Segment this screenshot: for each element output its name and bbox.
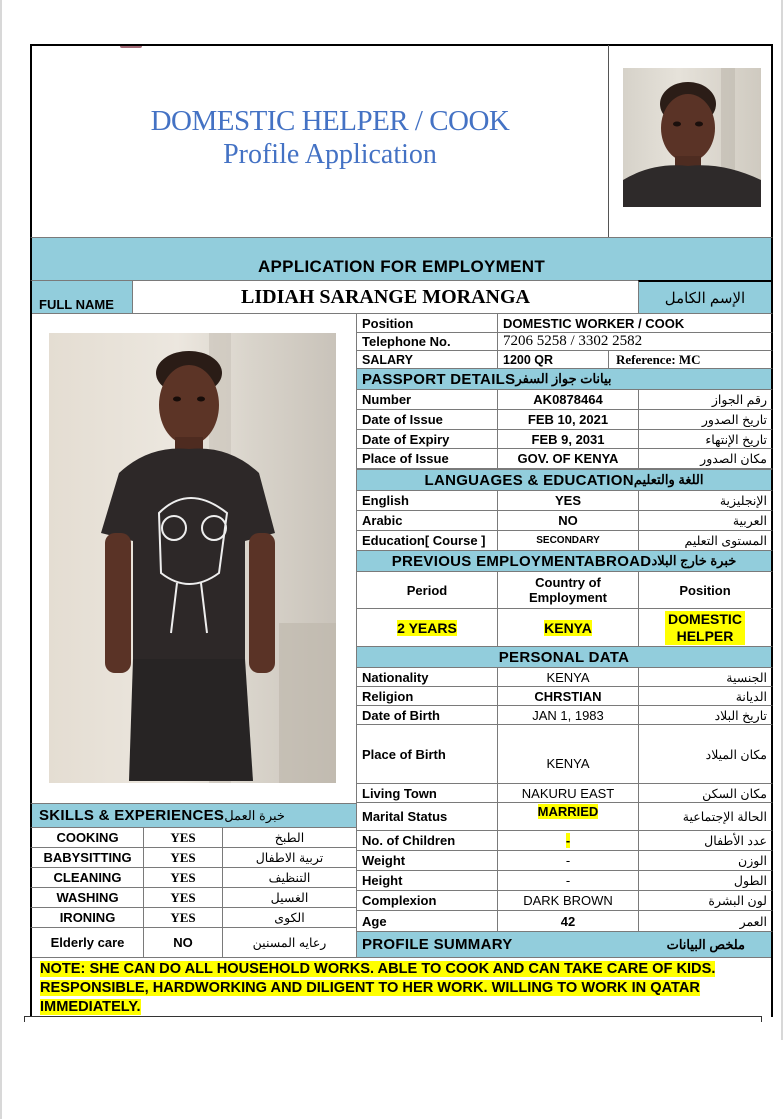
skill-value <box>143 867 223 888</box>
skill-name-text: COOKING <box>56 830 119 845</box>
language-value <box>497 490 639 511</box>
headshot-photo <box>623 68 761 207</box>
personal-value <box>497 686 639 706</box>
passport-value <box>497 448 639 469</box>
personal-label <box>356 830 498 851</box>
passport-label <box>356 429 498 449</box>
personal-label-ar <box>638 783 773 803</box>
personal-label <box>356 783 498 803</box>
personal-label-ar-text: الطول <box>733 874 767 888</box>
personal-label-ar <box>638 870 773 891</box>
passport-label <box>356 448 498 469</box>
skill-name-ar <box>222 907 357 928</box>
personal-value-text: KENYA <box>546 669 590 685</box>
personal-label-ar <box>638 910 773 932</box>
skill-name-ar <box>222 847 357 868</box>
passport-label-text: Date of Expiry <box>362 431 450 447</box>
languages-section-header: LANGUAGES & EDUCATION اللغة والتعليم <box>356 469 773 491</box>
skill-name-ar-text: الكوى <box>274 911 305 925</box>
passport-label-text: Date of Issue <box>362 412 443 427</box>
personal-value <box>497 870 639 891</box>
prev-emp-country: KENYA <box>497 608 639 647</box>
language-label-text: English <box>362 493 409 508</box>
personal-label <box>356 686 498 706</box>
personal-label-ar <box>638 802 773 831</box>
personal-label-ar-text: مكان السكن <box>702 786 767 801</box>
prev-emp-position: DOMESTIC HELPER <box>638 608 773 647</box>
page-edge <box>0 0 2 1119</box>
skill-name-ar-text: التنظيف <box>268 871 311 885</box>
personal-value <box>497 724 639 784</box>
prev-emp-col-country: Country of Employment <box>497 571 639 609</box>
prev-emp-col-position: Position <box>638 571 773 609</box>
personal-label <box>356 724 498 784</box>
skill-name <box>30 927 144 958</box>
passport-label-ar-text: مكان الصدور <box>700 452 767 466</box>
language-label <box>356 490 498 511</box>
personal-value-text: KENYA <box>546 756 590 771</box>
skill-name-text: CLEANING <box>53 870 122 885</box>
page-bottom-line <box>24 1016 762 1017</box>
application-banner: APPLICATION FOR EMPLOYMENT <box>30 237 773 281</box>
personal-value <box>497 850 639 871</box>
skill-name <box>30 827 144 848</box>
personal-label <box>356 850 498 871</box>
skill-value <box>143 827 223 848</box>
passport-label-ar-text: تاريخ الإنتهاء <box>705 432 767 447</box>
position-value: DOMESTIC WORKER / COOK <box>497 313 773 333</box>
personal-label <box>356 870 498 891</box>
language-label-ar <box>638 510 773 531</box>
personal-value-text: - <box>565 873 571 888</box>
personal-value-text: - <box>565 833 571 848</box>
title-line-2: Profile Application <box>223 139 437 170</box>
passport-label <box>356 389 498 410</box>
skill-name-text: BABYSITTING <box>43 850 132 865</box>
personal-label-text: Nationality <box>362 669 429 685</box>
personal-value-text: 42 <box>560 913 576 929</box>
language-label-ar <box>638 530 773 551</box>
skill-name-ar <box>222 887 357 908</box>
passport-label-text: Place of Issue <box>362 451 449 466</box>
page-bottom-tick <box>761 1016 762 1022</box>
page-title <box>60 104 600 172</box>
personal-label-ar <box>638 850 773 871</box>
personal-label-ar-text: مكان الميلاد <box>705 747 767 762</box>
full-body-photo <box>49 333 336 783</box>
personal-data-header: PERSONAL DATA <box>356 646 773 668</box>
language-label-ar <box>638 490 773 511</box>
passport-label-text: Number <box>362 392 412 407</box>
skill-value-text: YES <box>170 909 196 925</box>
skill-name <box>30 867 144 888</box>
personal-label-text: Place of Birth <box>362 746 446 762</box>
passport-value-text: FEB 10, 2021 <box>527 412 609 427</box>
personal-label-ar-text: عدد الأطفال <box>704 834 767 848</box>
language-value-text: SECONDARY <box>536 535 600 546</box>
passport-value <box>497 409 639 430</box>
skill-value-text: YES <box>170 889 196 905</box>
language-value-text: YES <box>554 493 581 508</box>
passport-value-text: AK0878464 <box>533 392 603 407</box>
passport-value <box>497 429 639 449</box>
skill-name <box>30 847 144 868</box>
position-label: Position <box>356 313 498 333</box>
reference-value: Reference: MC <box>608 350 773 369</box>
telephone-label: Telephone No. <box>356 332 498 351</box>
passport-section-header: PASSPORT DETAILS بيانات جواز السفر <box>356 368 773 390</box>
personal-value <box>497 783 639 803</box>
profile-summary-header: PROFILE SUMMARY ملخص البيانات <box>356 931 773 958</box>
personal-value-text: NAKURU EAST <box>521 785 615 801</box>
language-label-ar-text: العربية <box>732 514 767 528</box>
personal-label-text: Marital Status <box>362 809 448 824</box>
passport-label-ar <box>638 429 773 449</box>
skill-name-ar-text: الطبخ <box>274 831 305 845</box>
personal-label-text: Religion <box>362 688 414 704</box>
personal-label-ar-text: الديانة <box>735 689 767 704</box>
personal-label <box>356 910 498 932</box>
skill-name-text: Elderly care <box>50 935 125 950</box>
passport-label <box>356 409 498 430</box>
skill-name-ar-text: تربية الاطفال <box>255 851 324 865</box>
personal-label-ar <box>638 667 773 687</box>
personal-label-ar-text: الوزن <box>738 854 767 868</box>
personal-label-ar <box>638 705 773 725</box>
personal-label-ar-text: تاريخ البلاد <box>714 708 767 723</box>
salary-label: SALARY <box>356 350 498 369</box>
personal-label <box>356 890 498 911</box>
personal-value <box>497 910 639 932</box>
language-value <box>497 530 639 551</box>
personal-value-text: CHRSTIAN <box>534 688 602 704</box>
personal-value <box>497 890 639 911</box>
full-name-value: LIDIAH SARANGE MORANGA <box>132 280 639 314</box>
skill-name-ar-text: الغسيل <box>270 891 309 905</box>
language-value-text: NO <box>558 513 578 528</box>
skill-value <box>143 887 223 908</box>
full-name-label: FULL NAME <box>30 280 133 314</box>
skill-value-text: YES <box>170 869 196 885</box>
personal-label <box>356 802 498 831</box>
personal-label-text: Weight <box>362 853 406 868</box>
passport-label-ar <box>638 389 773 410</box>
skill-value-text: NO <box>173 935 193 950</box>
passport-label-ar <box>638 448 773 469</box>
skill-name-ar-text: رعايه المسنين <box>252 936 327 950</box>
language-label-ar-text: المستوى التعليم <box>684 534 767 548</box>
profile-summary-note: NOTE: SHE CAN DO ALL HOUSEHOLD WORKS. ABLE TO COOK AND CAN TAKE CARE OF KIDS. RESPONSIBLE, HARDWORKING AND DILIGENT TO HER WORK. WILLING TO WORK IN QATAR IMMEDIATELY. <box>30 957 773 1017</box>
personal-label-ar <box>638 724 773 784</box>
language-label-ar-text: الإنجليزية <box>719 494 767 508</box>
personal-label-ar-text: لون البشرة <box>708 894 767 908</box>
personal-label-ar-text: الحالة الإجتماعية <box>682 810 767 824</box>
skill-value-text: YES <box>170 829 196 845</box>
previous-employment-header: PREVIOUS EMPLOYMENTABROAD خبرة خارج البلاد <box>356 550 773 572</box>
personal-label-ar-text: الجنسية <box>726 670 767 685</box>
personal-label-text: Height <box>362 873 403 888</box>
personal-label-text: No. of Children <box>362 833 456 848</box>
skill-value-text: YES <box>170 849 196 865</box>
personal-value <box>497 830 639 851</box>
header-divider <box>608 45 609 238</box>
language-label-text: Education[ Course ] <box>362 533 486 548</box>
personal-label-ar <box>638 830 773 851</box>
language-label-text: Arabic <box>362 513 403 528</box>
personal-label-ar <box>638 686 773 706</box>
personal-label-text: Age <box>362 913 387 929</box>
passport-value-text: GOV. OF KENYA <box>517 451 619 466</box>
title-line-1: DOMESTIC HELPER / COOK <box>150 105 510 137</box>
personal-value-text: DARK BROWN <box>523 893 613 908</box>
passport-label-ar-text: رقم الجواز <box>711 393 767 407</box>
full-name-label-ar: الإسم الكامل <box>638 280 773 314</box>
personal-value <box>497 802 639 831</box>
passport-value-text: FEB 9, 2031 <box>531 431 605 447</box>
page-bottom-tick <box>24 1016 25 1022</box>
skills-section-header: SKILLS & EXPERIENCES خبرة العمل <box>30 803 357 828</box>
skill-name-ar <box>222 827 357 848</box>
skill-name-text: WASHING <box>56 890 119 905</box>
personal-label <box>356 667 498 687</box>
personal-label <box>356 705 498 725</box>
language-label <box>356 510 498 531</box>
skill-name <box>30 907 144 928</box>
personal-value-text: JAN 1, 1983 <box>532 707 604 723</box>
passport-label-ar <box>638 409 773 430</box>
language-label <box>356 530 498 551</box>
personal-label-text: Complexion <box>362 893 437 908</box>
skill-value <box>143 927 223 958</box>
personal-label-ar-text: العمر <box>739 914 767 929</box>
personal-value <box>497 667 639 687</box>
passport-value <box>497 389 639 410</box>
skill-value <box>143 847 223 868</box>
skill-name-ar <box>222 927 357 958</box>
passport-label-ar-text: تاريخ الصدور <box>701 413 767 427</box>
personal-value-text: - <box>565 853 571 868</box>
skill-name-text: IRONING <box>59 910 116 925</box>
salary-value: 1200 QR <box>497 350 609 369</box>
personal-value <box>497 705 639 725</box>
prev-emp-col-period: Period <box>356 571 498 609</box>
personal-label-ar <box>638 890 773 911</box>
telephone-value: 7206 5258 / 3302 2582 <box>497 332 773 351</box>
personal-value-text: MARRIED <box>537 804 599 819</box>
skill-name <box>30 887 144 908</box>
skill-name-ar <box>222 867 357 888</box>
personal-label-text: Living Town <box>362 785 437 801</box>
personal-label-text: Date of Birth <box>362 707 440 723</box>
language-value <box>497 510 639 531</box>
prev-emp-period: 2 YEARS <box>356 608 498 647</box>
skill-value <box>143 907 223 928</box>
